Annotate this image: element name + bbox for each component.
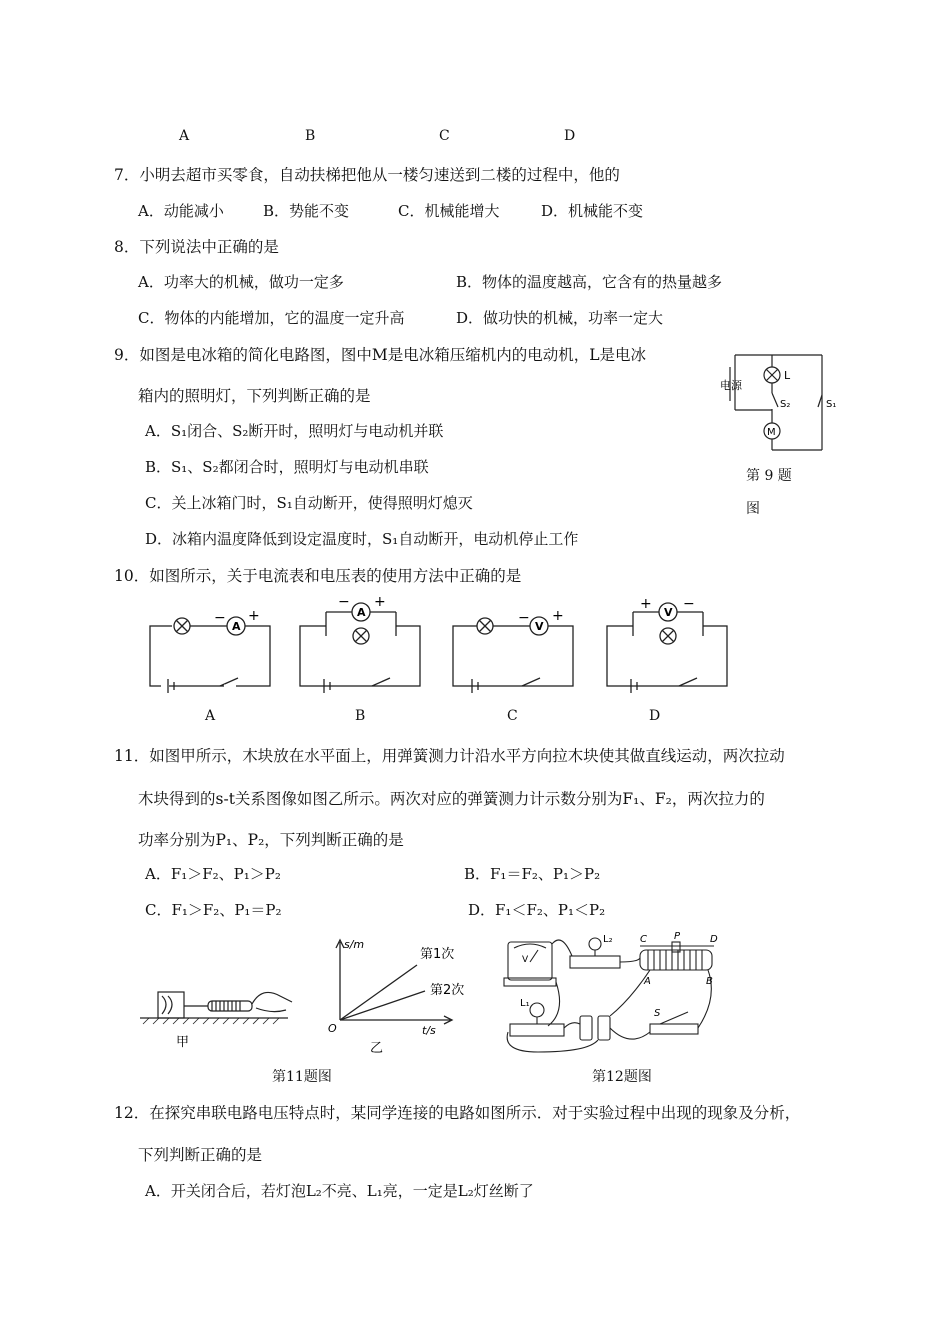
q8-option-d: D．做功快的机械，功率一定大 <box>456 309 664 327</box>
q10-a-plus: + <box>248 608 260 624</box>
q10-label-d: D <box>649 708 661 724</box>
q11-fig-jia <box>138 970 298 1050</box>
q12-switch <box>650 1024 698 1034</box>
q10-c-plus: + <box>552 608 564 624</box>
q9-fig-s2-label: S₂ <box>780 399 791 410</box>
q10-meter-b: A <box>357 606 366 619</box>
q12-label-s: S <box>654 1008 661 1019</box>
q8-option-b: B．物体的温度越高，它含有的热量越多 <box>456 273 723 291</box>
q7-stem: 7．小明去超市买零食，自动扶梯把他从一楼匀速送到二楼的过程中，他的 <box>114 166 620 184</box>
q11-axis-x-label: t/s <box>422 1024 436 1037</box>
q11-stem-line2: 木块得到的s-t关系图像如图乙所示。两次对应的弹簧测力计示数分别为F₁、F₂，两次拉力的 <box>138 790 765 808</box>
q11-line-first <box>340 965 417 1020</box>
q12-label-b: B <box>706 976 713 987</box>
q10-b-minus: − <box>338 594 350 610</box>
q10-circuit-figures <box>140 592 590 697</box>
q10-label-a: A <box>205 708 216 724</box>
q12-label-v: V <box>522 955 529 965</box>
q10-label-b: B <box>355 708 366 724</box>
q9-option-d: D．冰箱内温度降低到设定温度时，S₁自动断开，电动机停止工作 <box>145 530 579 548</box>
prev-option-label-b: B <box>305 128 316 144</box>
q9-option-b: B．S₁、S₂都闭合时，照明灯与电动机串联 <box>145 458 429 476</box>
q11-fig-yi-chart <box>322 932 482 1057</box>
q11-axis-y-label: s/m <box>344 938 365 951</box>
q11-stem-line1: 11．如图甲所示，木块放在水平面上，用弹簧测力计沿水平方向拉木块使其做直线运动，两次拉动 <box>114 747 785 765</box>
q12-stem-line2: 下列判断正确的是 <box>138 1146 263 1164</box>
q12-label-p: P <box>674 931 681 942</box>
q10-b-plus: + <box>374 594 386 610</box>
q10-circuit-c <box>453 617 573 693</box>
q7-option-a: A．动能减小 <box>138 202 224 220</box>
q10-d-minus: − <box>683 596 695 612</box>
q9-stem-line2: 箱内的照明灯，下列判断正确的是 <box>138 387 371 405</box>
q7-option-b: B．势能不变 <box>263 202 350 220</box>
q9-fig-source-label: 电源 <box>720 379 742 392</box>
q10-circuit-a <box>150 617 270 693</box>
q11-fig-jia-label: 甲 <box>176 1035 190 1050</box>
q12-option-a: A．开关闭合后，若灯泡L₂不亮、L₁亮，一定是L₂灯丝断了 <box>145 1182 534 1200</box>
q12-circuit-figure <box>500 928 730 1060</box>
q10-stem: 10．如图所示，关于电流表和电压表的使用方法中正确的是 <box>114 567 522 585</box>
q12-label-c: C <box>640 934 647 945</box>
q11-option-a: A．F₁＞F₂、P₁＞P₂ <box>145 865 281 883</box>
q11-fig-yi-label: 乙 <box>370 1041 384 1056</box>
q9-stem-line1: 9．如图是电冰箱的简化电路图，图中M是电冰箱压缩机内的电动机，L是电冰 <box>114 346 647 364</box>
q12-battery-1 <box>580 1016 592 1040</box>
q9-option-c: C．关上冰箱门时，S₁自动断开，使得照明灯熄灭 <box>145 494 473 512</box>
q12-battery-2 <box>598 1016 610 1040</box>
q10-a-minus: − <box>214 610 226 626</box>
q11-origin-label: O <box>328 1022 337 1035</box>
prev-option-label-d: D <box>564 128 576 144</box>
q10-meter-c: V <box>535 620 544 633</box>
q9-option-a: A．S₁闭合、S₂断开时，照明灯与电动机并联 <box>145 422 444 440</box>
q9-fig-s1-label: S₁ <box>826 399 837 410</box>
q7-option-c: C．机械能增大 <box>398 202 500 220</box>
q8-stem: 8．下列说法中正确的是 <box>114 238 279 256</box>
q12-label-l2: L₂ <box>603 934 613 945</box>
q12-label-d: D <box>710 934 718 945</box>
prev-option-label-c: C <box>439 128 450 144</box>
q12-lamp-l1-board <box>510 1024 564 1036</box>
q12-label-a: A <box>644 976 651 987</box>
q11-stem-line3: 功率分别为P₁、P₂，下列判断正确的是 <box>138 831 404 849</box>
q12-rheostat <box>640 950 712 970</box>
q10-label-c: C <box>507 708 518 724</box>
q10-meter-a: A <box>232 620 241 633</box>
q9-fig-caption-line1: 第 9 题 <box>746 468 792 484</box>
q11-option-c: C．F₁＞F₂、P₁＝P₂ <box>145 901 282 919</box>
q11-option-d: D．F₁＜F₂、P₁＜P₂ <box>468 901 606 919</box>
q8-option-a: A．功率大的机械，做功一定多 <box>138 273 344 291</box>
q11-option-b: B．F₁＝F₂、P₁＞P₂ <box>464 865 601 883</box>
q9-circuit-diagram <box>710 345 840 455</box>
q11-line2-label: 第2次 <box>430 983 465 998</box>
q12-label-l1: L₁ <box>520 998 530 1009</box>
q10-meter-d: V <box>664 606 673 619</box>
q11-line1-label: 第1次 <box>420 947 455 962</box>
q10-c-minus: − <box>518 610 530 626</box>
q12-stem-line1: 12．在探究串联电路电压特点时，某同学连接的电路如图所示．对于实验过程中出现的现象及分析， <box>114 1104 801 1122</box>
q11-fig-caption: 第11题图 <box>272 1069 332 1085</box>
q9-fig-motor-label: M <box>767 427 776 438</box>
q12-lamp-l2-board <box>570 956 620 968</box>
q7-option-d: D．机械能不变 <box>541 202 644 220</box>
q10-d-plus: + <box>640 596 652 612</box>
q9-fig-caption-line2: 图 <box>746 501 760 517</box>
q10-circuit-d <box>600 592 740 697</box>
q8-option-c: C．物体的内能增加，它的温度一定升高 <box>138 309 405 327</box>
prev-option-label-a: A <box>179 128 190 144</box>
q11-line-second <box>340 991 425 1020</box>
q12-fig-caption: 第12题图 <box>592 1069 652 1085</box>
q9-fig-lamp-label: L <box>784 369 791 382</box>
